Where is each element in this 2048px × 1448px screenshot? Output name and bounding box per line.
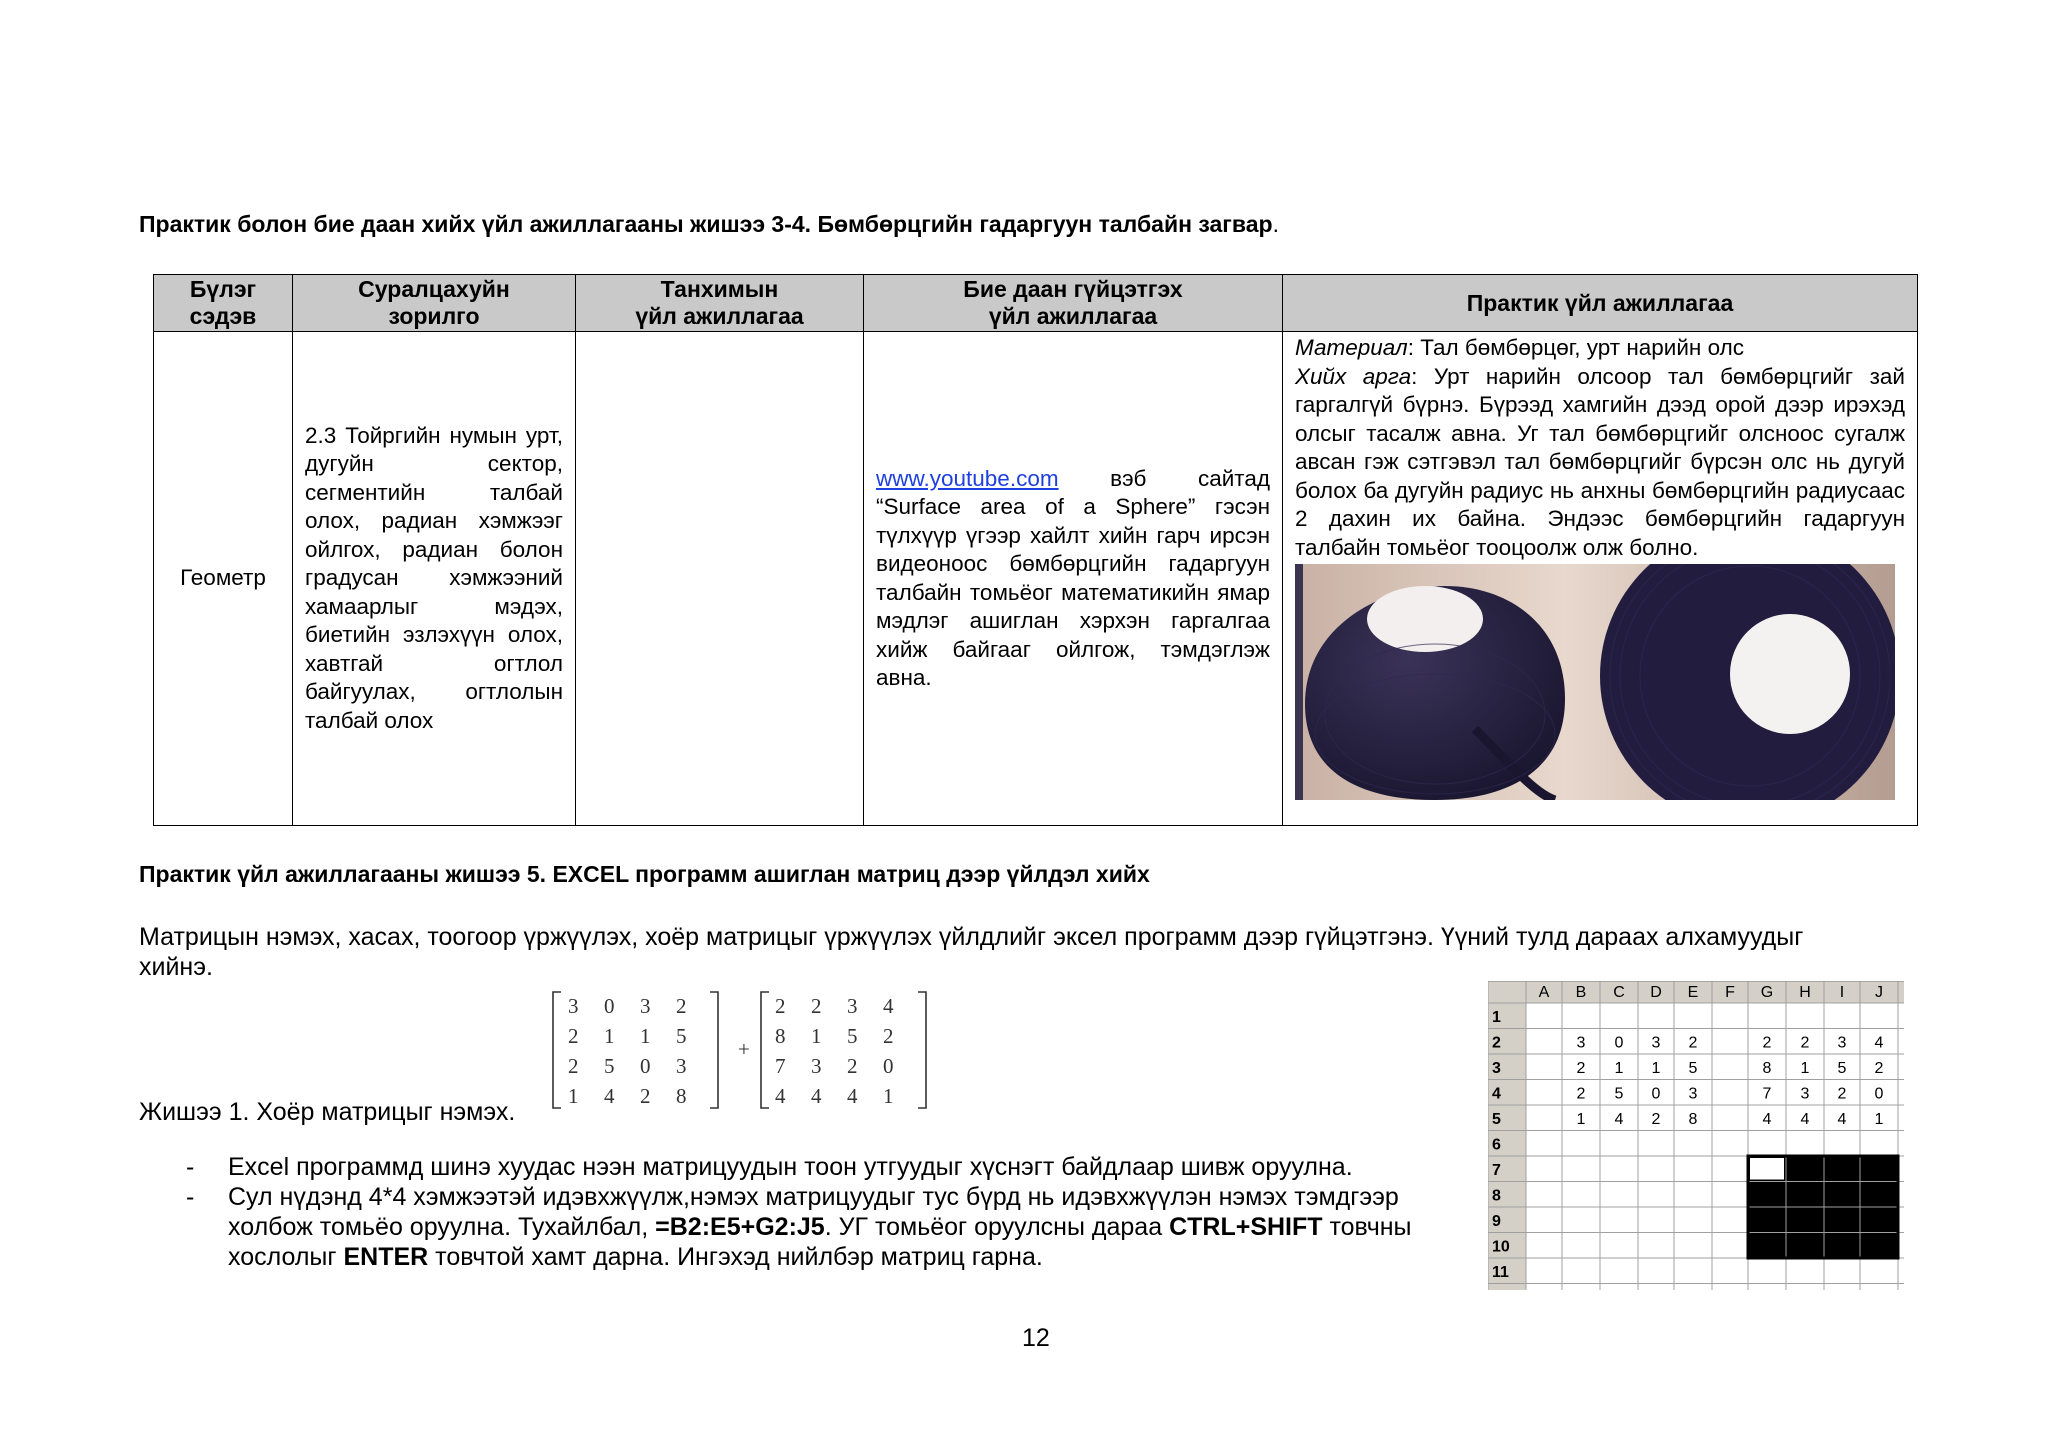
section-heading-excel: Практик үйл ажиллагааны жишээ 5. EXCEL программ ашиглан матриц дээр үйлдэл хийх [139, 861, 1150, 887]
cell-goal: 2.3 Тойргийн нумын урт, дугуйн сектор, сегментийн талбай олох, радиан хэмжээг ойлгох, радиан болон градусан хэмжээний хамаарлыг мэдэх, биетийн эзлэхүүн олох, хавтгай огтлол байгуулах, огтлолын талбай олох [293, 332, 576, 826]
matrix-cell: 2 [676, 994, 687, 1018]
header-classroom-l1: Танхимын [660, 276, 779, 302]
excel-cell-value[interactable]: 4 [1837, 1111, 1847, 1128]
bullet-2-t1: Сул нүдэнд 4*4 хэмжээтэй идэвхжүүлж,нэмэх матрицуудыг тус бүрд нь идэвхжүүлэн нэмэх тэмдгээр холбож томьёо оруулна. Тухайлбал, [228, 1183, 1399, 1241]
matrix-cell: 3 [811, 1054, 822, 1078]
excel-cell-value[interactable]: 3 [1651, 1034, 1661, 1052]
header-goal [293, 275, 576, 332]
excel-row-header: 11 [1492, 1264, 1509, 1281]
matrix-cell: 0 [604, 994, 615, 1018]
excel-cell-value[interactable]: 0 [1614, 1034, 1624, 1052]
excel-cell-value[interactable]: 7 [1762, 1085, 1772, 1103]
excel-row-header: 7 [1492, 1162, 1501, 1179]
matrix-cell: 2 [568, 1054, 579, 1078]
excel-column-header: J [1875, 984, 1883, 1001]
header-classroom [576, 275, 864, 332]
bullet-dash: - [186, 1153, 195, 1181]
matrix-cell: 5 [676, 1024, 687, 1048]
excel-cell-value[interactable]: 4 [1874, 1034, 1884, 1052]
key-ctrl-shift: CTRL+SHIFT [1169, 1213, 1323, 1241]
excel-cell-value[interactable]: 1 [1576, 1111, 1586, 1128]
example-1-label: Жишээ 1. Хоёр матрицыг нэмэх. [139, 1098, 516, 1126]
bullet-text [228, 1182, 1428, 1272]
excel-cell-value[interactable]: 2 [1800, 1034, 1810, 1052]
excel-cell-value[interactable]: 8 [1762, 1060, 1772, 1077]
excel-cell-value[interactable]: 1 [1651, 1060, 1661, 1077]
matrix-cell: 1 [568, 1084, 579, 1108]
independent-text: вэб сайтад “Surface area of a Sphere” гэсэн түлхүүр үгээр хайлт хийн гарч ирсэн видеоноос бөмбөрцгийн гадаргуун талбайн томьёог математикийн ямар мэдлэг ашиглан хэрхэн гаргалгаа хийж байгааг ойлгож, тэмдэглэж авна. [876, 465, 1270, 690]
matrix-cell: 3 [676, 1054, 687, 1078]
excel-cell-value[interactable]: 0 [1651, 1085, 1661, 1103]
method-text: : Урт нарийн олсоор тал бөмбөрцгийг зай гаргалгүй бүрнэ. Бүрээд хамгийн дээд орой дээр ирэхэд олсыг тасалж авна. Уг тал бөмбөрцгийг олсноос сугалж авсан гэж сэтгэвэл тал бөмбөрцгийг бүрсэн олс нь дугуй болох ба дугуйн радиус нь анхны бөмбөрцгийн радиусаас 2 дахин их байна. Эндээс бөмбөрцгийн гадаргуун талбайн томьёог тооцоолж олж болно. [1295, 363, 1905, 560]
matrix-cell: 2 [847, 1054, 858, 1078]
bullet-2-t4: товчтой хамт дарна. Ингэхэд нийлбэр матриц гарна. [428, 1243, 1043, 1271]
excel-column-header: H [1799, 984, 1811, 1001]
material-text: : Тал бөмбөрцөг, урт нарийн олс [1407, 335, 1745, 360]
excel-cell-value[interactable]: 2 [1651, 1111, 1661, 1128]
excel-cell-value[interactable]: 3 [1688, 1085, 1698, 1103]
activity-table [153, 274, 1918, 826]
cell-independent [864, 332, 1283, 826]
excel-row-header: 6 [1492, 1136, 1501, 1154]
excel-row-header: 3 [1492, 1060, 1501, 1077]
excel-cell-value[interactable]: 2 [1762, 1034, 1772, 1052]
matrix-cell: 2 [568, 1024, 579, 1048]
header-topic-l1: Бүлэг [189, 276, 257, 302]
excel-column-header: E [1687, 984, 1699, 1001]
matrix-cell: 4 [775, 1084, 786, 1108]
excel-row-header: 10 [1492, 1238, 1510, 1256]
heading-sphere-period: . [1272, 211, 1279, 237]
excel-cell-value[interactable]: 5 [1614, 1085, 1624, 1103]
excel-cell-value[interactable]: 5 [1837, 1060, 1847, 1077]
excel-cell-value[interactable]: 2 [1576, 1085, 1586, 1103]
page-number: 12 [1022, 1324, 1050, 1352]
header-independent-l2: үйл ажиллагаа [988, 303, 1158, 329]
excel-cell-value[interactable]: 2 [1874, 1060, 1884, 1077]
matrix-cell: 7 [775, 1054, 786, 1078]
formula-text: =B2:E5+G2:J5 [655, 1213, 825, 1241]
excel-cell-value[interactable]: 1 [1614, 1060, 1624, 1077]
excel-row-header: 1 [1492, 1009, 1501, 1026]
matrix-cell: 0 [640, 1054, 651, 1078]
matrix-cell: 4 [604, 1084, 615, 1108]
excel-cell-value[interactable]: 2 [1837, 1085, 1847, 1103]
excel-row-header: 4 [1492, 1085, 1501, 1103]
excel-cell-value[interactable]: 4 [1800, 1111, 1810, 1128]
matrix-cell: 4 [847, 1084, 858, 1108]
cell-classroom [576, 332, 864, 826]
matrix-cell: 2 [811, 994, 822, 1018]
bullet-dash: - [186, 1183, 195, 1211]
matrix-cell: 3 [847, 994, 858, 1018]
matrix-cell: 8 [775, 1024, 786, 1048]
matrix-cell: 4 [811, 1084, 822, 1108]
matrix-cell: 2 [640, 1084, 651, 1108]
matrix-cell: 4 [883, 994, 894, 1018]
matrix-cell: 1 [811, 1024, 822, 1048]
excel-column-header: C [1613, 984, 1625, 1001]
excel-cell-value[interactable]: 1 [1800, 1060, 1810, 1077]
cell-practical [1283, 332, 1918, 826]
matrix-cell: 3 [568, 994, 579, 1018]
matrix-a [568, 994, 687, 1108]
key-enter: ENTER [343, 1243, 429, 1271]
excel-row-header: 2 [1492, 1034, 1501, 1052]
matrix-cell: 5 [604, 1054, 615, 1078]
table-header-row [154, 275, 1918, 332]
youtube-link[interactable]: www.youtube.com [876, 465, 1059, 491]
header-independent [864, 275, 1283, 332]
excel-row-header: 9 [1492, 1213, 1501, 1230]
header-goal-l1: Суралцахуйн [358, 276, 510, 302]
excel-cell-value[interactable]: 3 [1837, 1034, 1847, 1052]
matrix-cell: 5 [847, 1024, 858, 1048]
matrix-cell: 2 [775, 994, 786, 1018]
active-cell [1750, 1158, 1784, 1180]
bullet-text: Excel программд шинэ хуудас нээн матрицуудын тоон утгуудыг хүснэгт байдлаар шивж оруулна. [228, 1153, 1353, 1181]
material-label: Материал [1295, 335, 1408, 360]
excel-column-header: D [1650, 984, 1662, 1001]
section-heading-sphere [139, 211, 1279, 238]
bullet-2-t2: . УГ томьёог оруулсны дараа [824, 1213, 1170, 1241]
header-topic [154, 275, 293, 332]
heading-sphere-text: Практик болон бие даан хийх үйл ажиллагааны жишээ 3-4. Бөмбөрцгийн гадаргуун талбайн загвар [139, 211, 1273, 237]
bullet-2-t3: товчны хослолыг [228, 1213, 1412, 1271]
excel-row-header: 5 [1492, 1111, 1501, 1128]
excel-cell-value[interactable]: 2 [1576, 1060, 1586, 1077]
table-row [154, 332, 1918, 826]
matrix-b [775, 994, 894, 1108]
excel-column-header: F [1725, 984, 1735, 1001]
practical-text [1295, 334, 1905, 562]
excel-column-header: G [1760, 984, 1774, 1001]
excel-cell-value[interactable]: 8 [1688, 1111, 1698, 1128]
excel-screenshot [1488, 981, 1904, 1290]
matrix-cell: 0 [883, 1054, 894, 1078]
matrix-cell: 3 [640, 994, 651, 1018]
excel-row-header: 8 [1492, 1187, 1501, 1205]
excel-column-header: B [1575, 984, 1587, 1001]
excel-cell-value[interactable]: 3 [1576, 1034, 1586, 1052]
matrix-cell: 1 [883, 1084, 894, 1108]
header-independent-l1: Бие даан гүйцэтгэх [963, 276, 1183, 302]
excel-cell-value[interactable]: 0 [1874, 1085, 1884, 1103]
matrix-cell: 2 [883, 1024, 894, 1048]
hemisphere-photo [1295, 564, 1895, 800]
method-label: Хийх арга [1295, 363, 1412, 389]
excel-cell-value[interactable]: 3 [1800, 1085, 1810, 1103]
matrix-cell: 8 [676, 1084, 687, 1108]
excel-cell-value[interactable]: 4 [1614, 1111, 1624, 1128]
intro-paragraph: Матрицын нэмэх, хасах, тоогоор үржүүлэх, хоёр матрицыг үржүүлэх үйлдлийг эксел программ дээр гүйцэтгэнэ. Үүний тулд дараах алхамуудыг хийнэ. [139, 923, 1804, 981]
header-classroom-l2: үйл ажиллагаа [635, 303, 804, 329]
excel-cell-value[interactable]: 4 [1762, 1111, 1772, 1128]
excel-column-header: A [1538, 984, 1550, 1001]
excel-cell-value[interactable]: 2 [1688, 1034, 1698, 1052]
excel-cell-value[interactable]: 1 [1874, 1111, 1884, 1128]
excel-cell-value[interactable]: 5 [1688, 1060, 1698, 1077]
matrix-sum-formula [548, 988, 928, 1112]
header-practical-l1: Практик үйл ажиллагаа [1466, 289, 1734, 316]
header-topic-l2: сэдэв [189, 303, 257, 329]
matrix-cell: 1 [640, 1024, 651, 1048]
header-goal-l2: зорилго [388, 303, 480, 329]
header-practical [1283, 275, 1918, 332]
plus-sign: + [738, 1037, 750, 1061]
cell-topic: Геометр [154, 332, 293, 826]
matrix-cell: 1 [604, 1024, 615, 1048]
excel-column-header: I [1839, 984, 1845, 1001]
